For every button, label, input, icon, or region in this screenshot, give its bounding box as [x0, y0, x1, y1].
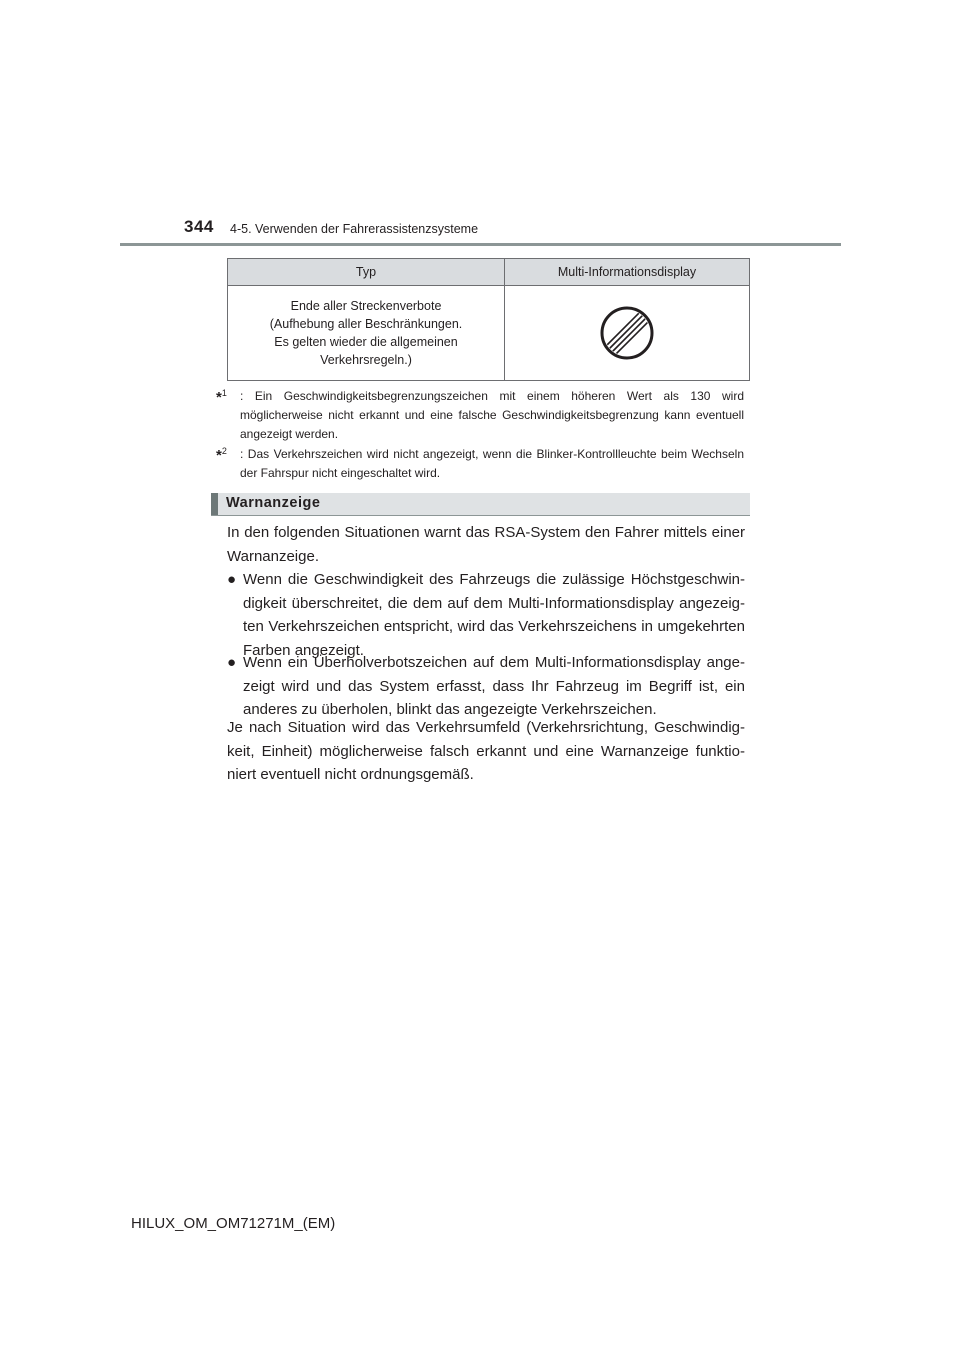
list-item	[227, 568, 745, 662]
bullet-icon: ●	[227, 654, 237, 671]
warning-closing-paragraph: Je nach Situation wird das Verkehrsumfeld (Verkehrsrichtung, Geschwindigkeit, Einheit) möglicherweise falsch erkannt und eine Warnanzeige funktioniert eventuell nicht ordnungsgemäß.	[227, 719, 745, 783]
table-header-typ: Typ	[228, 259, 505, 286]
table-header-row	[228, 259, 750, 286]
sign-description-line: Es gelten wieder die allgemeinen	[274, 335, 458, 349]
sign-description-line: (Aufhebung aller Beschränkungen.	[269, 317, 463, 331]
traffic-sign-table	[227, 258, 750, 381]
footnote-2	[216, 445, 744, 483]
warning-bullet-list	[227, 651, 745, 722]
page-number: 344	[184, 217, 214, 236]
heading-accent-bar	[211, 493, 218, 515]
header-rule	[120, 243, 841, 246]
table-row	[228, 286, 750, 381]
warning-section-heading	[211, 493, 750, 516]
footnote-1	[216, 387, 744, 444]
bullet-icon: ●	[227, 571, 237, 588]
footnote-mark: *$^1$	[216, 388, 227, 406]
list-item	[227, 651, 745, 722]
list-item-text: Wenn die Geschwindigkeit des Fahrzeugs die zulässige Höchstgeschwindigkeit überschreitet, die dem auf dem Multi-Informationsdisplay angezeigten Verkehrszeichen entspricht, wird das Verkehrszeichens in umgekehrten Farben angezeigt.	[243, 571, 745, 659]
list-item-text: Wenn ein Überholverbotszeichen auf dem Multi-Informationsdisplay angezeigt wird und das System erfasst, dass Ihr Fahrzeug im Begriff ist, ein anderes zu überholen, blinkt das angezeigte Verkehrszeichen.	[243, 654, 745, 718]
sign-description-line: Ende aller Streckenverbote	[290, 299, 442, 313]
footnote-mark: *$^2$	[216, 446, 227, 464]
warning-intro-paragraph: In den folgenden Situationen warnt das RSA-System den Fahrer mittels einer Warnanzeige.	[227, 524, 745, 565]
table-header-display: Multi-Informationsdisplay	[505, 259, 750, 286]
warning-bullet-list	[227, 568, 745, 662]
section-title: 4-5. Verwenden der Fahrerassistenzsysteme	[230, 222, 479, 236]
sign-description	[228, 286, 505, 381]
footnote-text: : Das Verkehrszeichen wird nicht angezeigt, wenn die Blinker-Kontrollleuchte beim Wechseln der Fahrspur nicht eingeschaltet wird.	[240, 447, 744, 480]
end-of-restrictions-sign-icon	[599, 305, 655, 361]
sign-description-line: Verkehrsregeln.)	[320, 353, 412, 367]
footnote-text: : Ein Geschwindigkeitsbegrenzungszeichen mit einem höheren Wert als 130 wird möglicherweise nicht erkannt und eine falsche Geschwindigkeitsbegrenzung kann eventuell angezeigt werden.	[240, 389, 744, 441]
document-code: HILUX_OM_OM71271M_(EM)	[131, 1215, 336, 1232]
sign-display-cell	[505, 286, 750, 381]
heading-label: Warnanzeige	[226, 495, 321, 511]
